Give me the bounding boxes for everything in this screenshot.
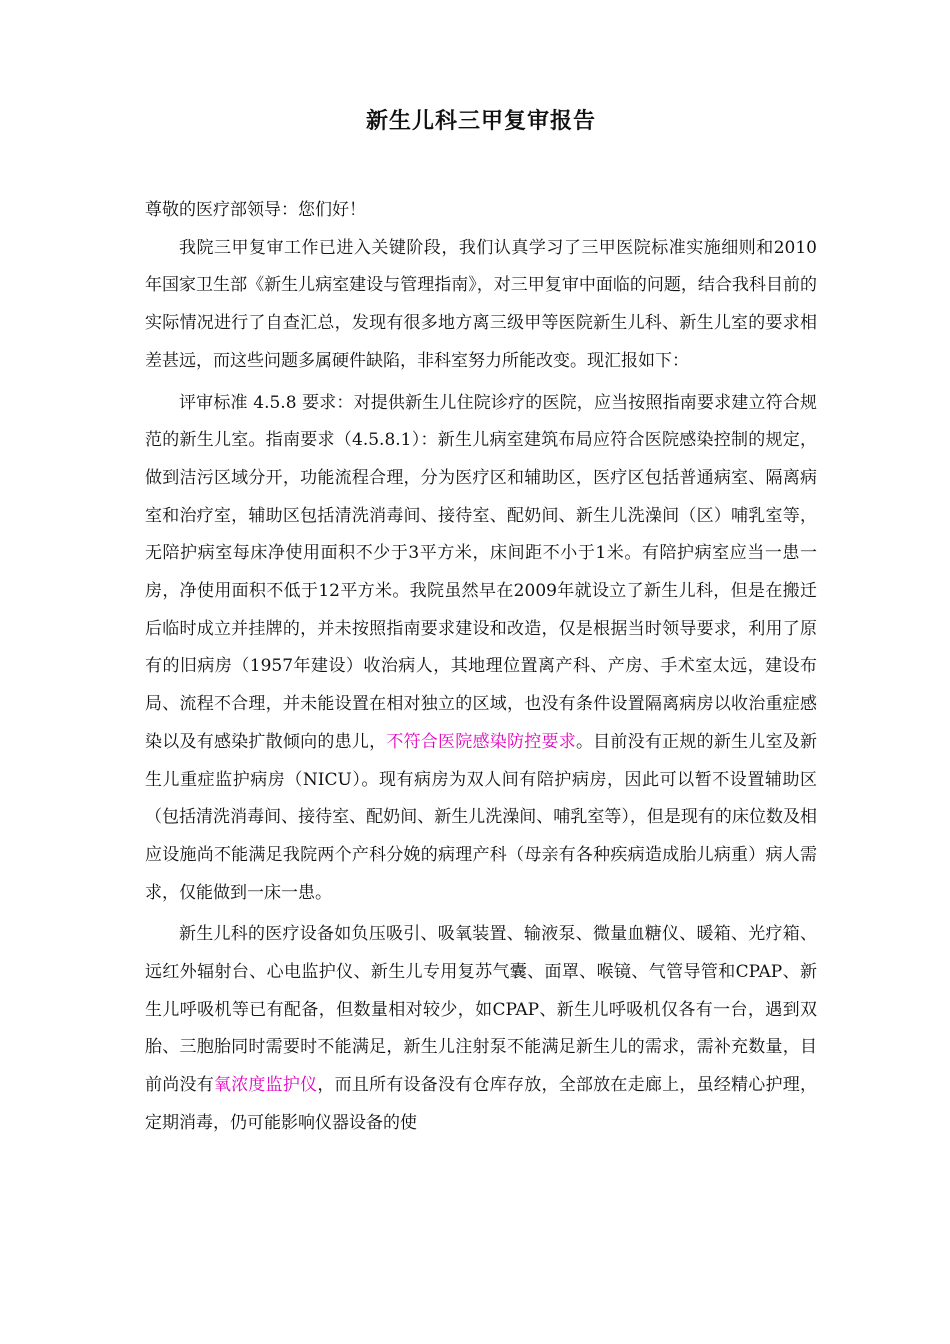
paragraph-text: 评审标准 4.5.8 要求：对提供新生儿住院诊疗的医院，应当按照指南要求建立符合规范的新生儿室。指南要求（4.5.8.1）：新生儿病室建筑布局应符合医院感染控制的规定，做到洁污区域分开，功能流程合理，分为医疗区和辅助区，医疗区包括普通病室、隔离病室和治疗室，辅助区包括清洗消毒间、接待室、配奶间、新生儿洗澡间（区）哺乳室等，无陪护病室每床净使用面积不少于3平方米，床间距不小于1米。有陪护病室应当一患一房，净使用面积不低于12平方米。我院虽然早在2009年就设立了新生儿科，但是在搬迁后临时成立并挂牌的，并未按照指南要求建设和改造，仅是根据当时领导要求，利用了原有的旧病房（1957年建设）收治病人，其地理位置离产科、产房、手术室太远，建设布局、流程不合理，并未能设置在相对独立的区域，也没有条件设置隔离病房以收治重症感染以及有感染扩散倾向的患儿， bbox=[145, 392, 817, 752]
paragraph-intro bbox=[145, 230, 817, 381]
paragraph-text: 。目前没有正规的新生儿室及新生儿重症监护病房（NICU）。现有病房为双人间有陪护病房，因此可以暂不设置辅助区（包括清洗消毒间、接待室、配奶间、新生儿洗澡间、哺乳室等），但是现有的床位数及相应设施尚不能满足我院两个产科分娩的病理产科（母亲有各种疾病造成胎儿病重）病人需求，仅能做到一床一患。 bbox=[145, 731, 818, 903]
paragraph-text: 新生儿科的医疗设备如负压吸引、吸氧装置、输液泵、微量血糖仪、暖箱、光疗箱、远红外辐射台、心电监护仪、新生儿专用复苏气囊、面罩、喉镜、气管导管和CPAP、新生儿呼吸机等已有配备，但数量相对较少，如CPAP、新生儿呼吸机仅各有一台，遇到双胎、三胞胎同时需要时不能满足，新生儿注射泵不能满足新生儿的需求，需补充数量，目前尚没有 bbox=[145, 924, 817, 1096]
salutation: 尊敬的医疗部领导：您们好！ bbox=[145, 200, 366, 220]
document-title: 新生儿科三甲复审报告 bbox=[365, 108, 596, 134]
paragraph-text: ，而且所有设备没有仓库存放，全部放在走廊上，虽经精心护理，定期消毒，仍可能影响仪器设备的使 bbox=[145, 1075, 818, 1133]
paragraph-standard bbox=[145, 385, 817, 913]
paragraph-text: 我院三甲复审工作已进入关键阶段，我们认真学习了三甲医院标准实施细则和2010年国家卫生部《新生儿病室建设与管理指南》，对三甲复审中面临的问题，结合我科目前的实际情况进行了自查汇总，发现有很多地方离三级甲等医院新生儿科、新生儿室的要求相差甚远，而这些问题多属硬件缺陷，非科室努力所能改变。现汇报如下： bbox=[145, 237, 817, 371]
highlighted-text: 氧浓度监护仪 bbox=[213, 1075, 318, 1096]
document-page bbox=[145, 0, 817, 1143]
highlighted-text: 不符合医院感染防控要求 bbox=[386, 731, 576, 752]
paragraph-equipment bbox=[145, 916, 817, 1142]
